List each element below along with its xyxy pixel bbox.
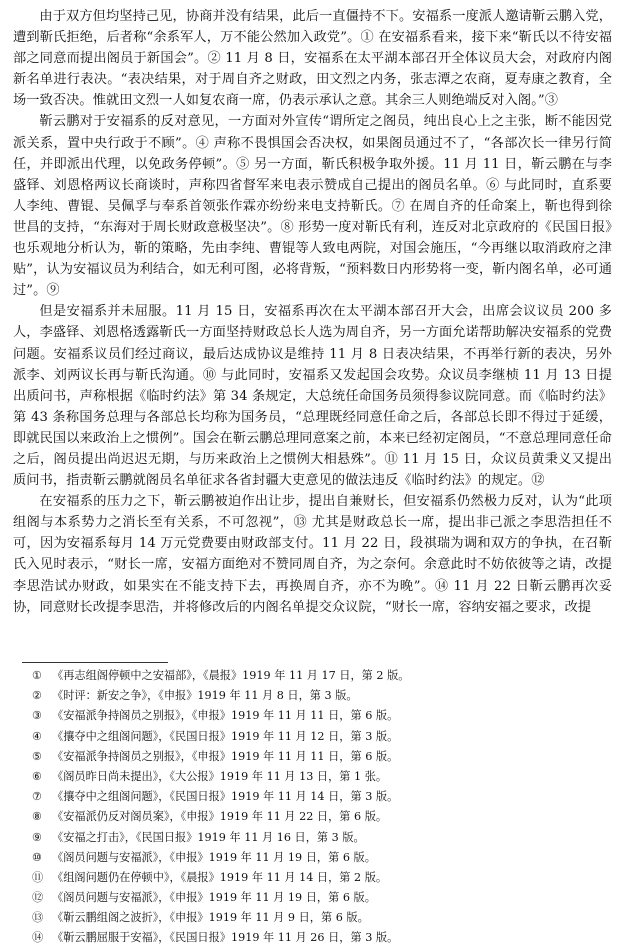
footnote-list	[32, 666, 602, 949]
footnote-text: 《组阁问题仍在停顿中》，《晨报》1919 年 11 月 14 日，第 2 版。	[52, 870, 388, 884]
footnote-mark: ⑭	[32, 931, 44, 945]
footnote-item	[32, 868, 602, 888]
footnote-text: 《安福派争持阁员之别报》，《申报》1919 年 11 月 11 日，第 6 版。	[52, 749, 399, 763]
footnote-text: 《再志组阁停顿中之安福部》，《晨报》1919 年 11 月 17 日，第 2 版。	[52, 669, 410, 682]
body-paragraph-3: 但是安福系并未屈服。11 月 15 日，安福系再次在太平湖本部召开大会，出席会议议员 200 多人，李盛铎、刘恩格透露靳氏一方面坚持财政总长人选为周自齐，另一方面允诺帮助解决安福系的党费问题。安福系议员们经过商议，最后达成协议是维持 11 月 8 日表决结果，不再举行新的表决，另外派李、刘两议长再与靳氏沟通。⑩ 与此同时，安福系又发起国会攻势。众议员李继桢 11 月 13 日提出质问书，声称根据《临时约法》第 34 条规定，大总统任命国务员须得参议院同意。而《临时约法》第 43 条称国务总理与各部总长均称为国务员，“总理既经同意任命之后，各部总长即不得过于延缓，即就民国以来政治上之惯例”。国会在靳云鹏总理同意案之前，本来已经初定阁员，“不意总理同意任命之后，阁员提出尚迟迟无期，与历来政治上之惯例大相悬殊”。⑪ 11 月 15 日，众议员黄秉义又提出质问书，指责靳云鹏就阁员名单征求各省封疆大吏意见的做法违反《临时约法》的规定。⑫	[13, 304, 612, 489]
footnote-text: 《安福派争持阁员之别报》，《申报》1919 年 11 月 11 日，第 6 版。	[52, 709, 399, 723]
footnote-text: 《安福派仍反对阁员案》，《申报》1919 年 11 月 22 日，第 6 版。	[52, 810, 388, 824]
footnote-text: 《阁员昨日尚未提出》，《大公报》1919 年 11 月 13 日，第 1 张。	[52, 769, 388, 783]
body-paragraph-4: 在安福系的压力之下，靳云鹏被迫作出让步，提出自兼财长，但安福系仍然极力反对，认为“此项组阁与本系势力之消长至有关系，不可忽视”，⑬ 尤其是财政总长一席，提出非己派之李思浩担任不可，因为安福系每月 14 万元党费要由财政部支付。11 月 22 日，段祺瑞为调和双方的争执，在召靳氏入见时表示，“财长一席，安福方面绝对不赞同周自齐，为之奈何。余意此时不妨依彼等之请，改提李思浩试办财政，如果实在不能支持下去，再换周自齐，亦不为晚”。⑭ 11 月 22 日靳云鹏再次妥协，同意财长改提李思浩，并将修改后的内阁名单提交众议院，“财长一席，容纳安福之要求，改提	[13, 494, 612, 615]
body-paragraph-2: 靳云鹏对于安福系的反对意见，一方面对外宣传“谓所定之阁员，纯出良心上之主张，断不能因党派关系，置中央行政于不顾”。④ 声称不畏惧国会否决权，如果阁员通过不了，“各部次长一律另行简任，并即派出代理，以免政务停顿”。⑤ 另一方面，靳氏积极争取外援。11 月 11 日，靳云鹏在与李盛铎、刘恩格两议长商谈时，声称四省督军来电表示赞成自己提出的阁员名单。⑥ 与此同时，直系要人李纯、曹锟、吴佩孚与奉系首领张作霖亦纷纷来电支持靳氏。⑦ 在周自齐的任命案上，靳也得到徐世昌的支持，“东海对于周长财政意极坚决”。⑧ 形势一度对靳氏有利，连反对北京政府的《民国日报》也乐观地分析认为，靳的策略，先由李纯、曹锟等人致电两院，对国会施压，“今再继以取消政府之津贴”，认为安福议员为利结合，如无利可图，必将背叛，“预料数日内形势将一变，靳内阁名单，必可通过”。⑨	[13, 114, 612, 299]
footnote-item	[32, 928, 602, 948]
footnote-item	[32, 686, 602, 706]
footnote-item	[32, 706, 602, 726]
footnote-text: 《靳云鹏屈服于安福》，《民国日报》1919 年 11 月 26 日，第 3 版。	[52, 931, 399, 945]
footnote-text: 《安福之打击》，《民国日报》1919 年 11 月 16 日，第 3 版。	[52, 830, 365, 844]
footnote-text: 《阁员问题与安福派》，《申报》1919 年 11 月 19 日，第 6 版。	[52, 850, 376, 864]
footnote-mark: ⑬	[32, 911, 44, 925]
footnote-mark: ②	[32, 689, 43, 703]
footnote-mark: ⑦	[32, 790, 43, 804]
footnote-item	[32, 666, 602, 686]
footnote-mark: ⑪	[32, 870, 44, 884]
footnote-item	[32, 848, 602, 868]
footnote-item	[32, 747, 602, 767]
footnote-item	[32, 787, 602, 807]
footnote-mark: ⑤	[32, 749, 43, 763]
footnote-mark: ⑨	[32, 830, 43, 844]
footnote-item	[32, 767, 602, 787]
footnote-mark: ⑩	[32, 850, 43, 864]
footnote-item	[32, 828, 602, 848]
footnote-text: 《时评：新安之争》，《申报》1919 年 11 月 8 日，第 3 版。	[52, 689, 358, 703]
footnote-mark: ③	[32, 709, 43, 723]
footnote-mark: ④	[32, 729, 43, 743]
footnote-item	[32, 807, 602, 827]
footnote-text: 《攘夺中之组阁问题》，《民国日报》1919 年 11 月 12 日，第 3 版。	[52, 729, 399, 743]
footnote-mark: ⑧	[32, 810, 43, 824]
footnote-divider	[22, 662, 168, 663]
footnote-text: 《靳云鹏组阁之波折》，《申报》1919 年 11 月 9 日，第 6 版。	[52, 911, 369, 925]
footnote-mark: ①	[32, 669, 43, 682]
footnote-mark: ⑥	[32, 769, 43, 783]
footnote-item	[32, 908, 602, 928]
footnote-text: 《攘夺中之组阁问题》，《民国日报》1919 年 11 月 14 日，第 3 版。	[52, 790, 399, 804]
footnote-mark: ⑫	[32, 891, 44, 905]
footnote-item	[32, 727, 602, 747]
footnote-text: 《阁员问题与安福派》，《申报》1919 年 11 月 19 日，第 6 版。	[52, 891, 376, 905]
footnote-item	[32, 888, 602, 908]
body-paragraph-1: 由于双方但均坚持己见，协商并没有结果，此后一直僵持不下。安福系一度派人邀请靳云鹏入党，遭到靳氏拒绝，后者称“余系军人，万不能公然加入政党”。① 在安福系看来，接下来“靳氏以不待安福部之同意而提出阁员于新国会”。② 11 月 8 日，安福系在太平湖本部召开全体议员大会，对政府内阁新名单进行表决。“表决结果，对于周自齐之财政，田文烈之内务，张志潭之农商，夏寿康之教育，全场一致否决。惟就田文烈一人如复农商一席，仍表示承认之意。其余三人则绝端反对入阁。”③	[13, 9, 612, 109]
